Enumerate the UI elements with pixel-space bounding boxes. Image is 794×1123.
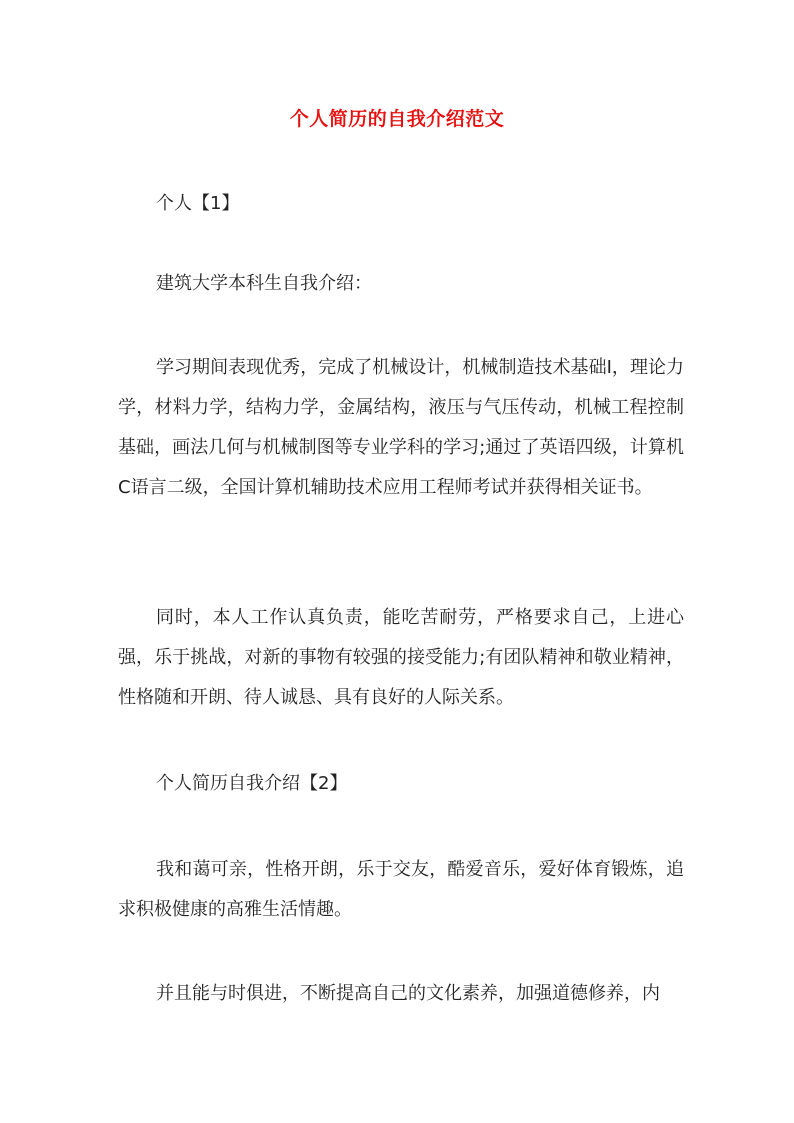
- section-1-intro: 建筑大学本科生自我介绍：: [156, 273, 372, 294]
- paragraph-progress: 并且能与时俱进，不断提高自己的文化素养，加强道德修养，内: [156, 983, 660, 1004]
- paragraph-attitude: 同时，本人工作认真负责，能吃苦耐劳，严格要求自己，上进心强，乐于挑战，对新的事物有较强的接受能力;有团队精神和敬业精神，性格随和开朗、待人诚恳、具有良好的人际关系。: [118, 607, 684, 708]
- paragraph-study: 学习期间表现优秀，完成了机械设计，机械制造技术基础Ⅰ，理论力学，材料力学，结构力学，金属结构，液压与气压传动，机械工程控制基础，画法几何与机械制图等专业学科的学习;通过了英语四级，计算机C语言二级，全国计算机辅助技术应用工程师考试并获得相关证书。: [118, 357, 684, 498]
- document-title: 个人简历的自我介绍范文: [289, 108, 505, 130]
- section-2-heading: 个人简历自我介绍【2】: [156, 773, 348, 794]
- paragraph-personality: 我和蔼可亲，性格开朗，乐于交友，酷爱音乐，爱好体育锻炼，追求积极健康的高雅生活情趣。: [118, 859, 684, 920]
- section-1-heading: 个人【1】: [156, 193, 240, 214]
